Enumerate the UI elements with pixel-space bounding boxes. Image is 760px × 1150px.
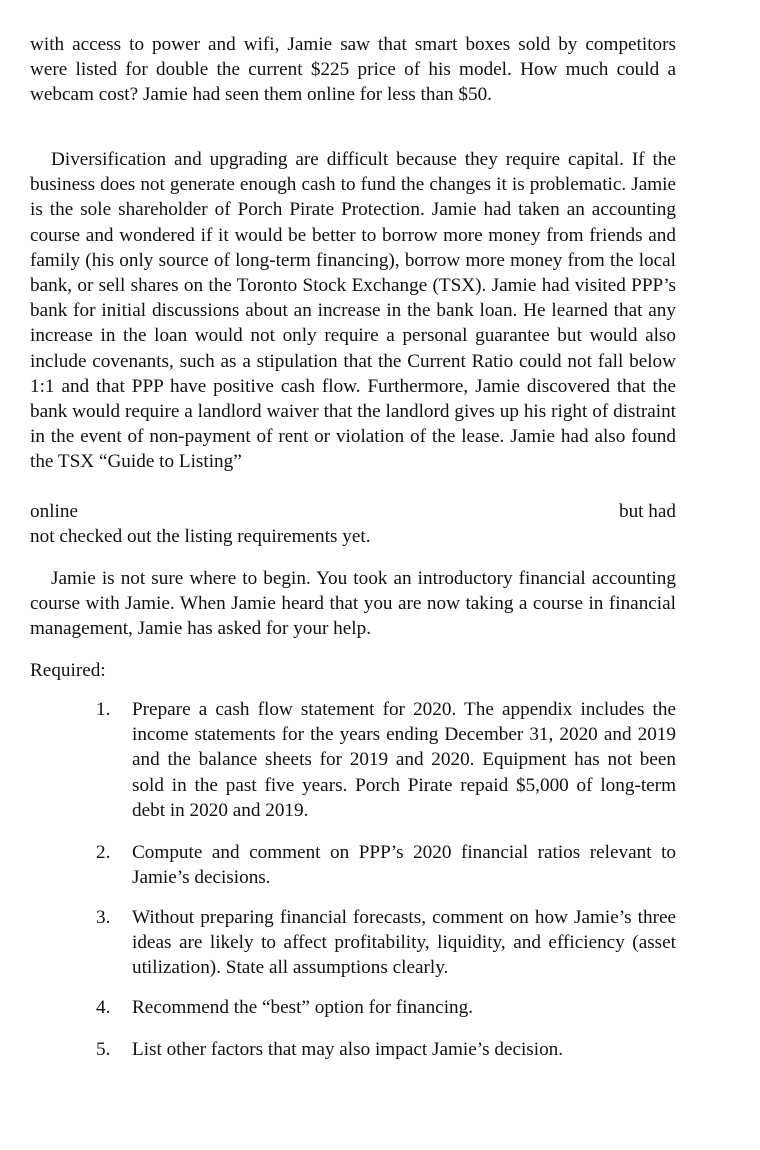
paragraph-listing-requirements: not checked out the listing requirements yet.: [30, 526, 371, 547]
paragraph-split-line: [30, 499, 676, 524]
required-item: [96, 840, 676, 890]
required-item-number: 2.: [96, 842, 111, 863]
required-item-number: 1.: [96, 699, 111, 720]
paragraph-opening-continuation: with access to power and wifi, Jamie saw that smart boxes sold by competitors were listed for double the current $225 price of his model. How much could a webcam cost? Jamie had seen them online for less than $50.: [30, 34, 676, 106]
required-item: [96, 697, 676, 823]
required-item: [96, 1037, 676, 1062]
required-item-text: Compute and comment on PPP’s 2020 financial ratios relevant to Jamie’s decisions.: [132, 842, 676, 889]
required-item-text: Recommend the “best” option for financing.: [132, 997, 474, 1018]
required-item-text: Prepare a cash flow statement for 2020. The appendix includes the income statements for the years ending December 31, 2020 and 2019 and the balance sheets for 2019 and 2020. Equipment has not been sold in the past five years. Porch Pirate repaid $5,000 of long-term debt in 2020 and 2019.: [132, 699, 676, 821]
paragraph-financing-options: Diversification and upgrading are difficult because they require capital. If the business does not generate enough cash to fund the changes it is problematic. Jamie is the sole shareholder of Porch Pirate Protection. Jamie had taken an accounting course and wondered if it would be better to borrow more money from friends and family (his only source of long-term financing), borrow more money from the local bank, or sell shares on the Toronto Stock Exchange (TSX). Jamie had visited PPP’s bank for initial discussions about an increase in the bank loan. He learned that any increase in the loan would not only require a personal guarantee but would also include covenants, such as a stipulation that the Current Ratio could not fall below 1:1 and that PPP have positive cash flow. Furthermore, Jamie discovered that the bank would require a landlord waiver that the landlord gives up his right of distraint in the event of non-payment of rent or violation of the lease. Jamie had also found the TSX “Guide to Listing”: [30, 149, 676, 473]
required-heading: Required:: [30, 660, 106, 681]
required-item: [96, 905, 676, 981]
required-item-number: 3.: [96, 907, 111, 928]
text-but-had: but had: [618, 501, 676, 522]
required-item-number: 5.: [96, 1039, 111, 1060]
required-item-number: 4.: [96, 997, 111, 1018]
text-online: online: [30, 501, 78, 522]
required-item-text: List other factors that may also impact Jamie’s decision.: [132, 1039, 564, 1060]
required-item: [96, 995, 676, 1020]
paragraph-request-help: Jamie is not sure where to begin. You took an introductory financial accounting course with Jamie. When Jamie heard that you are now taking a course in financial management, Jamie has asked for your help.: [30, 568, 676, 640]
required-item-text: Without preparing financial forecasts, comment on how Jamie’s three ideas are likely to affect profitability, liquidity, and efficiency (asset utilization). State all assumptions clearly.: [132, 907, 676, 979]
